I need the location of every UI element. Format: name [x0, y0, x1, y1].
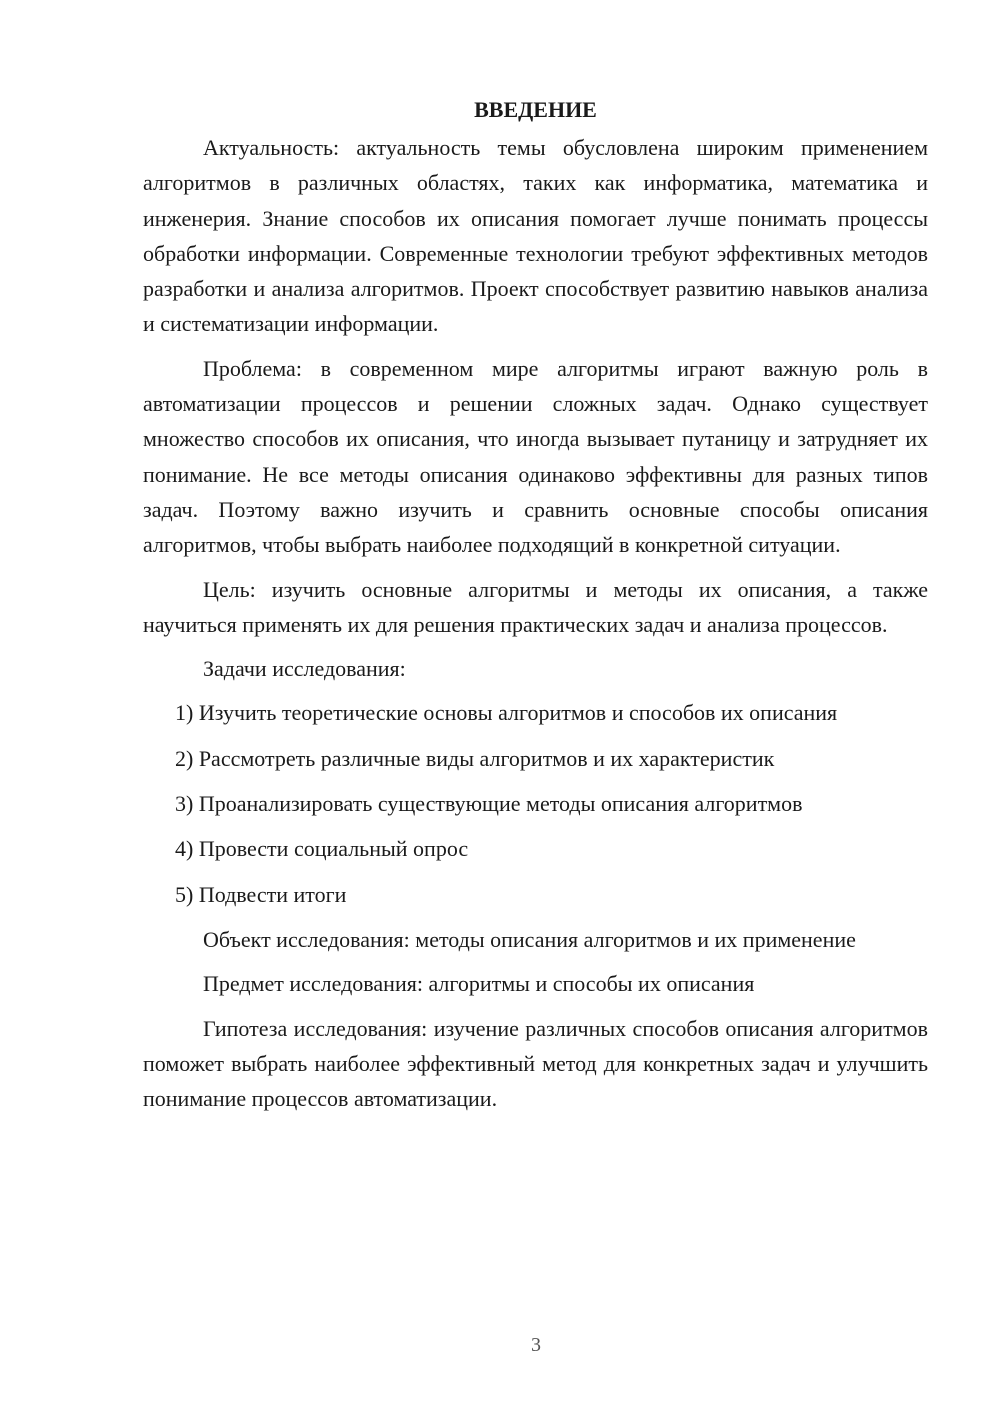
problem-paragraph: Проблема: в современном мире алгоритмы играют важную роль в автоматизации процессов и решении сложных задач. Однако существует множество способов их описания, что иногда вызывает путаницу и затрудняет их понимание. Не все методы описания одинаково эффективны для разных типов задач. Поэтому важно изучить и сравнить основные способы описания алгоритмов, чтобы выбрать наиболее подходящий в конкретной ситуации.: [143, 355, 928, 558]
relevance-paragraph: Актуальность: актуальность темы обусловлена широким применением алгоритмов в различных областях, таких как информатика, математика и инженерия. Знание способов их описания помогает лучше понимать процессы обработки информации. Современные технологии требуют эффективных методов разработки и анализа алгоритмов. Проект способствует развитию навыков анализа и систематизации информации.: [143, 135, 928, 337]
list-item: 1) Изучить теоретические основы алгоритмов и способов их описания: [175, 700, 838, 726]
object-paragraph: Объект исследования: методы описания алгоритмов и их применение: [203, 926, 856, 952]
list-item: 4) Провести социальный опрос: [175, 836, 469, 862]
document-page: [143, 92, 928, 1125]
subject-paragraph: Предмет исследования: алгоритмы и способы их описания: [203, 971, 755, 997]
tasks-title: Задачи исследования:: [203, 656, 406, 682]
list-item: 5) Подвести итоги: [175, 881, 347, 907]
goal-paragraph: Цель: изучить основные алгоритмы и методы их описания, а также научиться применять их для решения практических задач и анализа процессов.: [143, 576, 928, 637]
page-number: 3: [531, 1334, 541, 1356]
tasks-list: [143, 695, 928, 911]
section-heading: ВВЕДЕНИЕ: [474, 97, 597, 122]
list-item: 2) Рассмотреть различные виды алгоритмов и их характеристик: [175, 745, 775, 771]
list-item: 3) Проанализировать существующие методы описания алгоритмов: [175, 791, 803, 817]
hypothesis-paragraph: Гипотеза исследования: изучение различных способов описания алгоритмов поможет выбрать наиболее эффективный метод для конкретных задач и улучшить понимание процессов автоматизации.: [143, 1015, 928, 1112]
